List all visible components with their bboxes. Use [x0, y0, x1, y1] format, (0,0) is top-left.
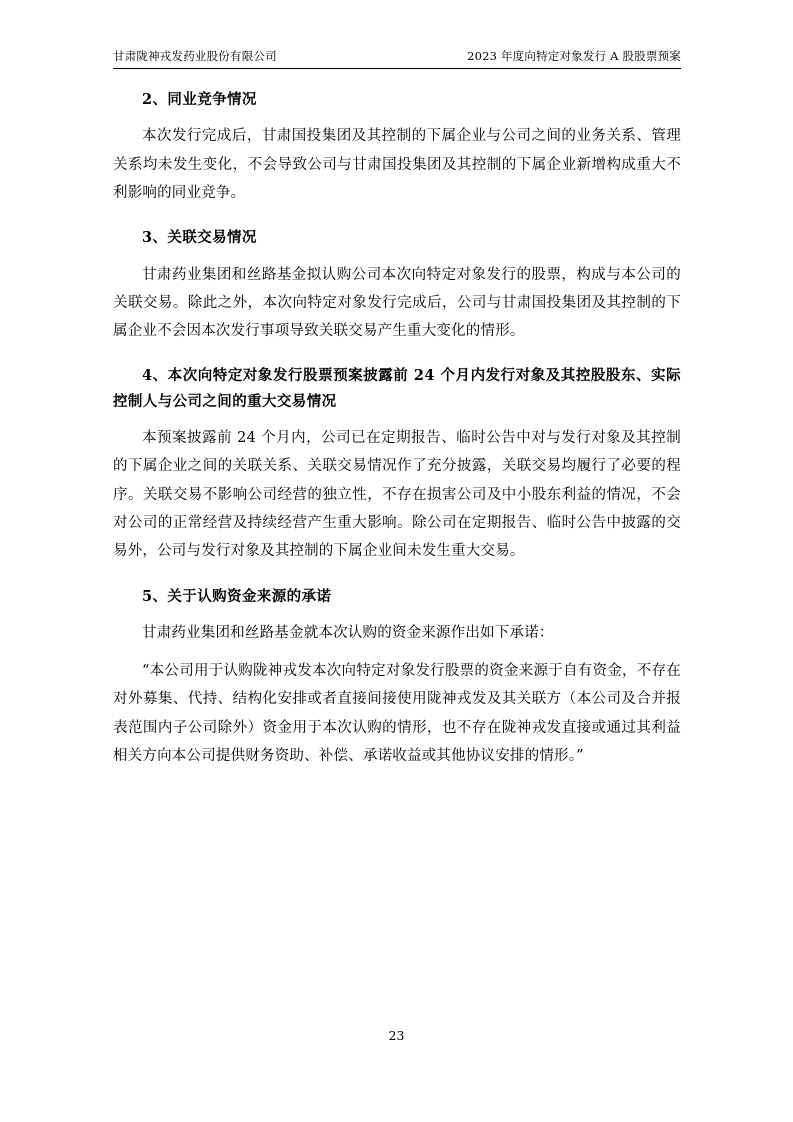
spacer: [113, 566, 681, 584]
spacer: [113, 207, 681, 225]
page-content: [113, 48, 681, 770]
spacer: [113, 647, 681, 657]
section-2-paragraph-1: 本次发行完成后，甘肃国投集团及其控制的下属企业与公司之间的业务关系、管理关系均未发生变化，不会导致公司与甘肃国投集团及其控制的下属企业新增构成重大不利影响的同业竞争。: [113, 128, 681, 201]
section-heading-3: 3、关联交易情况: [142, 229, 257, 247]
header-company-name: 甘肃陇神戎发药业股份有限公司: [113, 49, 277, 63]
spacer: [113, 251, 681, 261]
section-heading-5: 5、关于认购资金来源的承诺: [142, 587, 332, 605]
header-document-title: 2023 年度向特定对象发行 A 股股票预案: [467, 49, 681, 63]
page-header: [113, 48, 681, 69]
spacer: [113, 414, 681, 424]
section-5-paragraph-2: “本公司用于认购陇神戎发本次向特定对象发行股票的资金来源于自有资金，不存在对外募集、代持、结构化安排或者直接间接使用陇神戎发及其关联方（本公司及合并报表范围内子公司除外）资金用于本次认购的情形，也不存在陇神戎发直接或通过其利益相关方向本公司提供财务资助、补偿、承诺收益或其他协议安排的情形。”: [113, 663, 681, 764]
section-heading-4: 4、本次向特定对象发行股票预案披露前 24 个月内发行对象及其控股股东、实际控制人与公司之间的重大交易情况: [113, 367, 681, 410]
section-4-paragraph-1: 本预案披露前 24 个月内，公司已在定期报告、临时公告中对与发行对象及其控制的下属企业之间的关联关系、关联交易情况作了充分披露，关联交易均履行了必要的程序。关联交易不影响公司经营的独立性，不存在损害公司及中小股东利益的情况，不会对公司的正常经营及持续经营产生重大影响。除公司在定期报告、临时公告中披露的交易外，公司与发行对象及其控制的下属企业间未发生重大交易。: [113, 430, 681, 560]
spacer: [113, 345, 681, 363]
spacer: [113, 609, 681, 619]
document-body: [113, 87, 681, 770]
section-3-paragraph-1: 甘肃药业集团和丝路基金拟认购公司本次向特定对象发行的股票，构成与本公司的关联交易。除此之外，本次向特定对象发行完成后，公司与甘肃国投集团及其控制的下属企业不会因本次发行事项导致关联交易产生重大变化的情形。: [113, 266, 681, 340]
page-number: 23: [388, 1028, 405, 1043]
section-heading-2: 2、同业竞争情况: [142, 91, 257, 109]
section-5-paragraph-1: 甘肃药业集团和丝路基金就本次认购的资金来源作出如下承诺：: [142, 624, 554, 641]
spacer: [113, 112, 681, 122]
